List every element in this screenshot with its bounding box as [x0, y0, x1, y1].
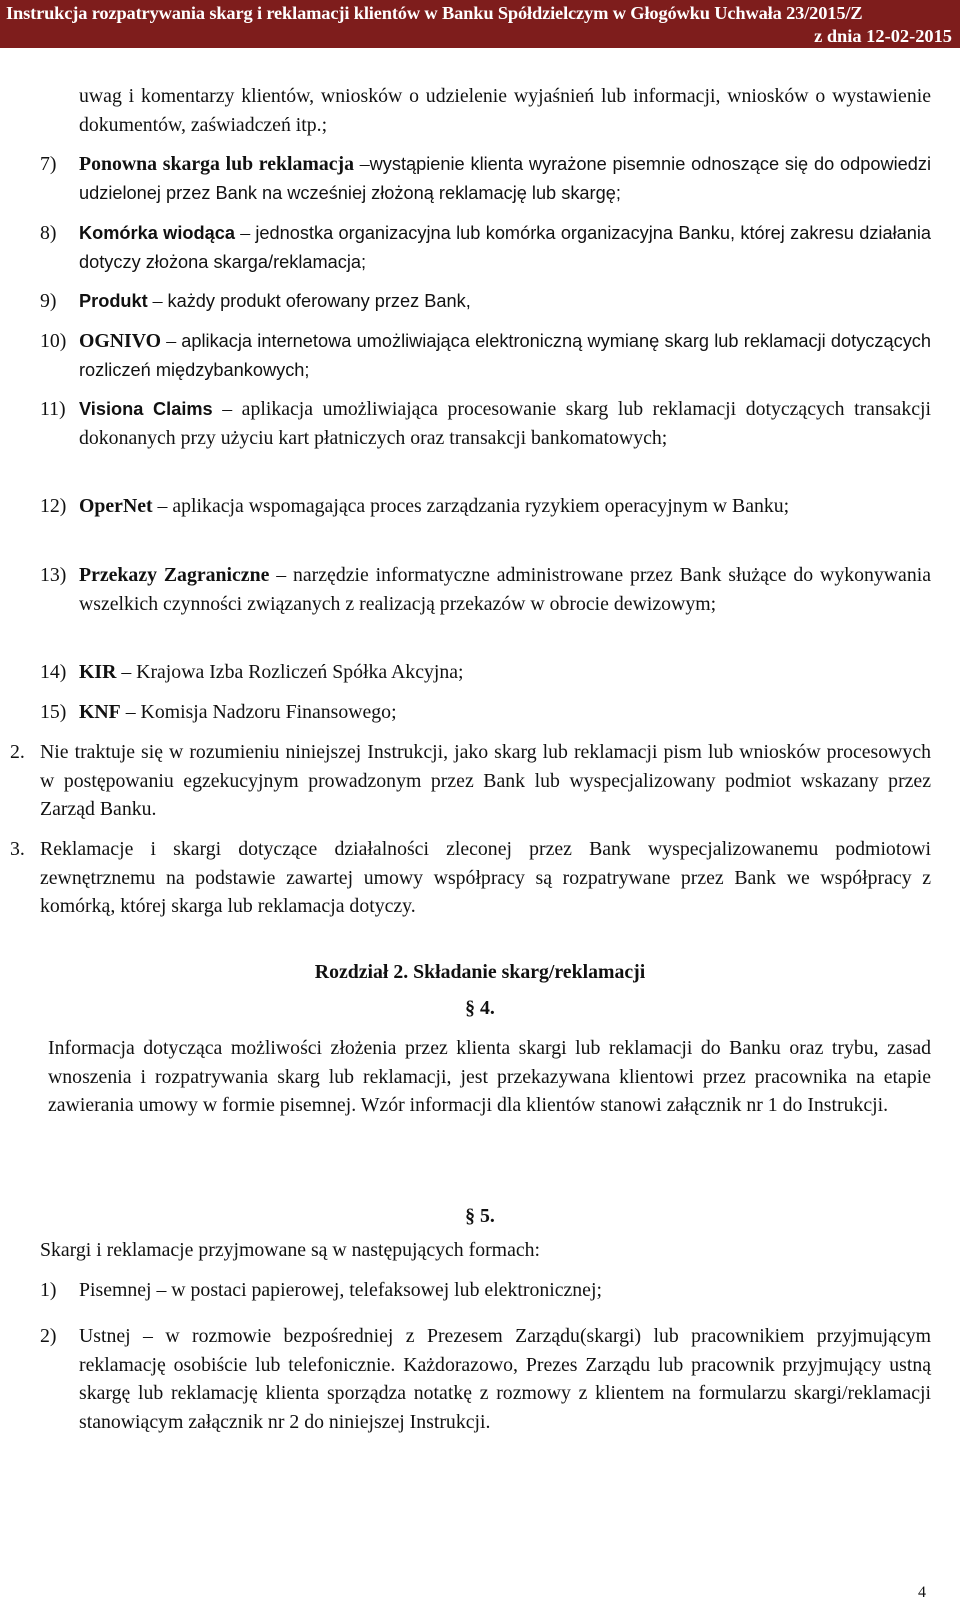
definition-dash: –: [147, 290, 168, 312]
definition-item: [79, 561, 931, 618]
definition-dash: –: [152, 495, 173, 517]
definition-text: aplikacja internetowa umożliwiająca elektroniczną wymianę skarg lub reklamacji dotyczących rozliczeń międzybankowych;: [79, 331, 932, 380]
definition-dash: –: [116, 661, 137, 683]
definition-term: KNF: [79, 701, 121, 723]
page-number: 4: [918, 1584, 926, 1601]
definition-item: [79, 658, 931, 687]
definition-text: Komisja Nadzoru Finansowego;: [140, 701, 397, 723]
point-paragraph: Nie traktuje się w rozumieniu niniejszej Instrukcji, jako skarg lub reklamacji pism lub wniosków procesowych w postępowaniu egzekucyjnym prowadzonym przez Bank lub wyspecjalizowany podmiot wskazany przez Zarząd Banku.: [40, 741, 931, 820]
section-intro: Skargi i reklamacje przyjmowane są w następujących formach:: [40, 1239, 541, 1261]
intro-paragraph: uwag i komentarzy klientów, wniosków o udzielenie wyjaśnień lub informacji, wniosków o wystawienie dokumentów, zaświadczeń itp.;: [79, 85, 931, 136]
point-paragraph: Reklamacje i skargi dotyczące działalności zleconej przez Bank wyspecjalizowanemu podmiotowi zewnętrznemu na podstawie zawartej umowy współpracy są rozpatrywane przez Bank we współpracy z komórką, której skarga lub reklamacja dotyczy.: [40, 838, 931, 917]
definition-term: Przekazy Zagraniczne: [79, 564, 270, 586]
definition-text: każdy produkt oferowany przez Bank,: [167, 291, 471, 311]
chapter-title: Rozdział 2. Składanie skarg/reklamacji: [314, 961, 646, 983]
definition-item: [79, 395, 931, 452]
form-item: Ustnej – w rozmowie bezpośredniej z Prezesem Zarządu(skargi) lub pracownikiem przyjmującym reklamację osobiście lub telefonicznie. Każdorazowo, Prezes Zarządu lub pracownik przyjmujący ustną skargę lub reklamację klienta sporządza notatkę z rozmowy z klientem na formularzu skargi/reklamacji stanowiącym załącznik nr 2 do niniejszej Instrukcji.: [79, 1325, 931, 1433]
definition-dash: –: [354, 153, 370, 175]
list-number: 11): [40, 398, 66, 420]
definition-text: aplikacja umożliwiająca procesowanie skarg lub reklamacji dotyczących transakcji dokonanych przy użyciu kart płatniczych oraz transakcji bankomatowych;: [79, 398, 931, 449]
definition-text: jednostka organizacyjna lub komórka organizacyjna Banku, której zakresu działania dotyczy złożona skarga/reklamacja;: [79, 223, 932, 272]
definition-item: [79, 698, 931, 727]
section-paragraph: Informacja dotycząca możliwości złożenia przez klienta skargi lub reklamacji do Banku oraz trybu, zasad wnoszenia i rozpatrywania skarg lub reklamacji, jest przekazywana klientowi przez pracownika na etapie zawierania umowy w formie pisemnej. Wzór informacji dla klientów stanowi załącznik nr 1 do Instrukcji.: [48, 1037, 931, 1116]
definition-item: [79, 287, 931, 316]
definition-term: Produkt: [79, 291, 148, 311]
list-number: 9): [40, 290, 57, 312]
definition-dash: –: [269, 564, 293, 586]
list-number: 2): [40, 1325, 57, 1347]
definition-term: OperNet: [79, 495, 153, 517]
definition-term: Komórka wiodąca: [79, 223, 235, 243]
form-item: Pisemnej – w postaci papierowej, telefaksowej lub elektronicznej;: [79, 1279, 602, 1301]
list-number: 10): [40, 330, 67, 352]
definition-text: wystąpienie klienta wyrażone pisemnie odnoszące się do odpowiedzi udzielonej przez Bank na wcześniej złożoną reklamację lub skargę;: [79, 154, 932, 203]
definition-dash: –: [161, 330, 182, 352]
list-number: 7): [40, 153, 57, 175]
definition-item: [79, 492, 931, 521]
definition-item: [79, 150, 931, 207]
definition-text: aplikacja wspomagająca proces zarządzania ryzykiem operacyjnym w Banku;: [172, 495, 790, 517]
list-number: 13): [40, 564, 67, 586]
definition-dash: –: [212, 398, 242, 420]
list-number: 8): [40, 222, 57, 244]
definition-text: Krajowa Izba Rozliczeń Spółka Akcyjna;: [136, 661, 464, 683]
list-number: 15): [40, 701, 67, 723]
list-number: 1): [40, 1279, 57, 1301]
definition-dash: –: [234, 222, 256, 244]
header-date: z dnia 12-02-2015: [814, 26, 952, 46]
definition-text: narzędzie informatyczne administrowane przez Bank służące do wykonywania wszelkich czynności związanych z realizacją przekazów w obrocie dewizowym;: [79, 564, 931, 615]
list-number: 14): [40, 661, 67, 683]
definition-term: KIR: [79, 661, 117, 683]
definition-term: Ponowna skarga lub reklamacja: [79, 153, 355, 175]
header-title: Instrukcja rozpatrywania skarg i reklamacji klientów w Banku Spółdzielczym w Głogówku Uchwała 23/2015/Z: [6, 3, 863, 23]
definition-item: [79, 219, 931, 276]
point-number: 2.: [10, 741, 25, 763]
definition-dash: –: [120, 701, 141, 723]
definition-term: Visiona Claims: [79, 399, 213, 419]
point-number: 3.: [10, 838, 25, 860]
section-heading: § 4.: [465, 997, 495, 1019]
definition-item: [79, 327, 931, 384]
list-number: 12): [40, 495, 67, 517]
definition-term: OGNIVO: [79, 330, 162, 352]
section-heading: § 5.: [465, 1205, 495, 1227]
